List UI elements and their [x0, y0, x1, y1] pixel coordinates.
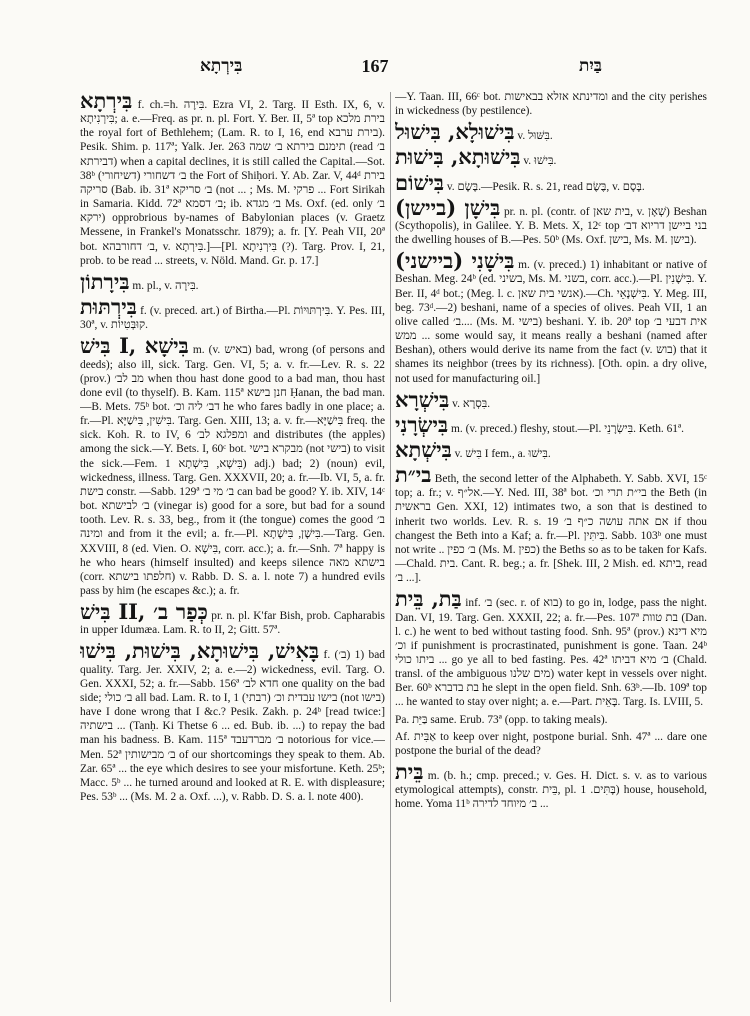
right-column	[395, 90, 707, 1002]
entry-headword: בי״ת	[395, 462, 432, 488]
entry-definition: v. בִּסְרָא.	[452, 397, 491, 410]
dictionary-entry	[395, 194, 707, 247]
entry-definition: v. בִּשּׁוּל.	[517, 130, 553, 143]
entry-definition: Beth, the second letter of the Alphabeth. Y. Sabb. XVI, 15ᶜ top; a. fr.; v. אל״ף.—Y. Ned. III, 38ª bot. בי״ת תרי וכ׳ the Beth (in בראשית Gen. XXI, 12) intimates two, a son that is destined to inherit two worlds. Lev. R. s. 19 אם אתה עושה כ״ף ב׳ if thou changest the Beth into a Kaf; a. fr.—Pl. בִּיתִּין. Sabb. 103ᵇ one must not write .. ב׳ כפין (Ms. M. כפין) the Beths so as to be taken for Kafs.—Chald. בית. Cant. R. beg.; a. fr. [Shek. III, 2 Mish. ed. ביתא, read ב׳ ...].	[395, 473, 707, 585]
entry-headword: בִּישׁ II, כְּפַר ב׳	[80, 599, 208, 625]
dictionary-entry	[395, 761, 707, 811]
entry-definition: m. (v. באיש) bad, wrong (of persons and deeds); also ill, sick. Targ. Gen. VI, 5; a. v. fr.—Lev. R. s. 22 (prov.) מב לב׳ when thou hast done good to a bad man, thou hast done evil (to thyself). B. Kam. 115ª חנן בישא Ḥanan, the bad man.—B. Mets. 75ᵇ bot. דב׳ ליה וכ׳ he who fares badly in one place; a. fr.—Pl. בִּישִׁין, בִּישַׁיָּא. Targ. Gen. XIII, 13; a. v. fr.—בִּישַׁיָּא freq. the sick. Koh. R. to IV, 6 ומפלגא לב׳ and distributes (the apples) among the sick.—Y. Bets. I, 60ᶜ bot. מבקרא בישי (not בישי) to visit the sick.—Fem. בִּישָׁא, בִּישְׁתָא 1) adj.) bad; 2) (noun) evil, wickedness, illness. Targ. Gen. XXXVII, 20; a. fr.—Ib. VI, 5, a. fr. בישת constr. —Sabb. 129ª ב׳ מי ב׳ can bad be good? Y. ib. XIV, 14ᶜ bot. ב׳ לבישתא (vinegar is) good for a sore, but bad for a sound tooth. Lev. R. s. 33, beg., from it (the tongue) comes the good ב׳ ומינה and from it the evil; a. fr.—Pl. בִּישָׁן, בִּישָׁתָא.—Targ. Gen. XXVIII, 8 (ed. Vien. O. בִּישָׁא, corr. acc.); a. fr.—Snh. 7ª happy is he who hears (himself insulted) and keeps silence בישתא מאה (corr. חלפתו בישתא) v. Rabb. D. S. a. l. note 7) a hundred evils pass by him (he escapes &c.); a. fr.	[80, 344, 385, 597]
entry-headword: בָּאִישׁ, בִּישׁוּתָא, בִּישׁוּת, בִּישׁוּ	[80, 638, 320, 664]
dictionary-entry	[80, 601, 385, 637]
entry-headword: בִּישׁ I, בִּישָׁא	[80, 333, 189, 359]
entry-definition: f. (v. preced. art.) of Birtha.—Pl. בִּירְתּוּיוֹת. Y. Pes. III, 30ª, v. קוּבְּטִיוֹת.	[80, 305, 385, 332]
dictionary-entry	[395, 169, 707, 195]
dictionary-entry	[80, 335, 385, 598]
dictionary-entry	[80, 640, 385, 804]
dictionary-entry	[395, 588, 707, 709]
entry-definition: m. (v. preced.) 1) inhabitant or native of Beshan. Meg. 24ᵇ (ed. בשיני, Ms. M. בשני, corr. acc.).—Pl. בִּישָׁנִין. Y. Ber. II, 4ᵈ bot.; (Meg. l. c. אנשי בית שאן).—Ch. בִּישְׁנָאֵי. Y. Meg. III, beg. 73ᵈ.—2) beshani, name of a species of olives. Peah VII, 1 an olive called ב׳.... (Ms. M. בישי) beshani. Y. ib. 20ª top אית דבעי ב׳ ממש ... some would say, it means really a beshani (named after Beshan), others would derive its name from the fact (v. בוש) that it shames its neighbor (trees by its richness). [Oth. opin. a dry olive, not used for manufacturing oil.]	[395, 259, 707, 385]
entry-headword: בִּישׁוֹם	[395, 169, 444, 195]
entry-definition: —Y. Taan. III, 66ᶜ bot. ומדינתא אזלא בבאישות and the city perishes in wickedness (by pestilence).	[395, 91, 707, 118]
entry-definition: m. pl., v. בִּירָה.	[132, 279, 199, 292]
dictionary-entry	[395, 250, 707, 385]
page-header	[40, 56, 710, 82]
dictionary-entry	[395, 90, 707, 118]
entry-definition: m. (v. preced.) fleshy, stout.—Pl. בִּישְׂרָנֵי. Keth. 61ª.	[451, 422, 684, 435]
dictionary-entry	[395, 411, 707, 437]
entry-definition: f. (ב׳) 1) bad quality. Targ. Jer. XXIV, 2; a. e.—2) wickedness, evil. Targ. O. Gen. XXXI, 52; a. fr.—Sabb. 156ª חדא לב׳ one quality on the bad side; ב׳ כולי all bad. Lam. R. to I, 1 (רבתי) בישו עבדית וכ׳ (not בישו) have I done wrong that I &c.? Pesik. Zakh. p. 24ᵇ [read twice:] בישתיה ... (Tanḥ. Ki Thetse 6 ... ed. Bub. ib. ...) to repay the bad man his badness. B. Kam. 115ª ב׳ מברדעבד notorious for vice.—Men. 52ª ב׳ מבישותין of our shortcomings they speak to them. Ab. Zar. 65ª ... the eye which desires to see your misfortune. Keth. 25ᵇ; Macc. 5ᵇ ... he turned around and looked at R. E. with displeasure; Pes. 53ᵇ ... (Ms. M. 2 a. Oxf. ...), v. Rabb. D. S. a. l. note 400).	[80, 649, 385, 804]
dictionary-entry	[395, 464, 707, 585]
entry-definition: Af. אַבִּית to keep over night, postpone burial. Snh. 47ª ... dare one postpone the burial of the dead?	[395, 730, 707, 757]
dictionary-entry	[80, 296, 385, 332]
dictionary-entry	[395, 146, 707, 168]
entry-definition: inf. ב׳ (sec. r. of בוא) to go in, lodge, pass the night. Dan. VI, 19. Targ. Gen. XXXII, 22; a. fr.—Pes. 107ª בת טוות (Dan. l. c.) he went to bed without tasting food. Snh. 95ª (prov.) מיא דינא וכ׳ if punishment is procrastinated, punishment is gone. Taan. 24ᵇ ביתו כולי ... go ye all to bed fasting. Pes. 42ª ב׳ מיא דביתו (Chald. transl. of the ambiguous מים שלנו) water kept in vessels over night. Ber. 60ᵇ בת בדברא he slept in the open field. Snh. 63ᵇ.—Ib. 109ª top ... he wanted to stay over night; a. e.—Part. בָּאֵית. Targ. Is. LVIII, 5.	[395, 597, 707, 709]
left-column	[80, 90, 385, 1002]
dictionary-entry	[395, 121, 707, 143]
entry-headword: בִּישְׁרָא	[395, 386, 450, 412]
dictionary-entry	[395, 730, 707, 758]
entry-headword: בֵּית	[395, 759, 424, 785]
entry-headword: בִּישׁוּתָא, בִּישׁוּת	[395, 144, 521, 170]
header-right-word: בַּיִת	[578, 56, 602, 76]
entry-definition: v. בִּישׁוּ.	[523, 155, 557, 168]
dictionary-entry	[80, 90, 385, 268]
entry-headword: (ביישני) בִּישָׁנִי	[395, 248, 515, 274]
dictionary-entry	[80, 268, 385, 294]
dictionary-entry	[395, 713, 707, 727]
entry-definition: Pa. בַּיֵּת same. Erub. 73ª (opp. to taking meals).	[395, 713, 608, 726]
entry-headword: בִּישׁוּלָא, בִּישׁוּל	[395, 119, 515, 145]
entry-headword: בַּת, בֵּית	[395, 586, 462, 612]
dictionary-entry	[395, 436, 707, 462]
header-left-word: בִּירְתָא	[200, 56, 243, 76]
dictionary-entry	[395, 386, 707, 412]
entry-headword: בִּירְתּוּת	[80, 294, 137, 320]
entry-definition: m. (b. h.; cmp. preced.; v. Ges. H. Dict. s. v. as to various etymological attempts), constr. בֵּית, pl. בָּתִּים. 1) house, household, home. Yoma 11ᵇ ב׳ מיוחד לדירה ...	[395, 770, 707, 811]
entry-definition: pr. n. pl. (contr. of בית שאן, v. שְׁאָן) Beshan (Scythopolis), in Galilee. Y. B. Mets. X, 12ᶜ top בני ביישן דריוא דב׳ the dwelling houses of B.—Pes. 50ᵇ (Ms. Oxf. בישן, Ms. M. בישן).	[395, 205, 707, 247]
entry-headword: (ביישן) בִּישָׁן	[395, 194, 501, 220]
entry-definition: v. בִּישׁ I fem., a. בִּישׁוּ.	[454, 447, 551, 460]
entry-headword: בִּירָתוֹן	[80, 268, 130, 294]
entry-headword: בִּירְתָא	[80, 90, 133, 113]
entry-headword: בִּישְׂרָנִי	[395, 411, 449, 437]
column-divider	[390, 92, 391, 1002]
entry-definition: pr. n. pl. K'far Bish, prob. Capharabis in upper Idumæa. Lam. R. to II, 2; Gitt. 57ª.	[80, 610, 385, 637]
page-number: 167	[361, 56, 389, 76]
entry-definition: v. בֶּשֶׂם.—Pesik. R. s. 21, read בֶּשֶׂם, v. בָּסָם.	[446, 180, 645, 193]
entry-definition: f. ch.=h. בִּירָה. Ezra VI, 2. Targ. II Esth. IX, 6, v. בִּירְנִיתָא; a. e.—Freq. as pr. n. pl. Fort. Y. Ber. II, 5ª top בירת מלכא the royal fort of Bethlehem; (Lam. R. to I, 16, end בירת ערבא). Pesik. Shim. p. 117ª; Yalk. Jer. 263 תימנם בירתא ב׳ שמה (read ב׳ דבירתא) when a capital declines, it is still called the Capital.—Sot. 38ᵇ (דשיחורי) ב׳ דשחורי the Fort of Shiḥori. Y. Ab. Zar. V, 44ᵈ בירת סריקה (Bab. ib. 31ª ב׳ סריקא (not ... ; Ms. M. פרקי ... Fort Sirikah in Samaria. Kidd. 72ª ב׳ דסמא; ib. ב׳ מגדא Ms. Oxf. (ed. only ב׳ ירקא) opprobrious by-names of Babylonian places (v. Graetz Messene, in Frankel's Monatsschr. 1879); a. fr. [Y. Peah VII, 20ª bot. ב׳ דחורבהא, v. בִּירְתָא.]—[Pl. בִּירְנִיתָא (?). Targ. Prov. I, 21, prob. to be read ... streets, v. Nöld. Mand. Gr. p. 17.]	[80, 99, 385, 267]
entry-headword: בִּישְׁתָא	[395, 436, 452, 462]
